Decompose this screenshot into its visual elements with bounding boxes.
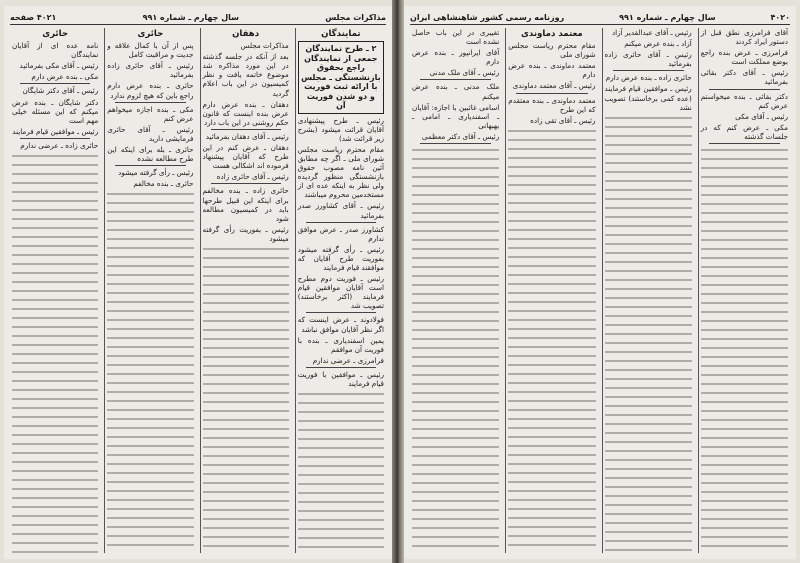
article-paragraph: حائری زاده ـ بنده عرض دارم <box>605 73 692 83</box>
right-page-columns <box>410 28 790 553</box>
section-divider <box>306 222 376 223</box>
section-divider <box>709 89 780 90</box>
article-paragraph: رئیس ـ آقای حائری زاده <box>216 172 289 182</box>
dense-text-lines <box>412 146 499 553</box>
article-paragraph: رئیس ـ آقای دکتر معظمی <box>421 131 500 141</box>
article-paragraph: نامه عده ای از آقایان نمایندگان <box>12 41 99 60</box>
article-paragraph: رئیس ـ آقای مکی <box>735 111 788 121</box>
dense-text-lines <box>701 146 788 553</box>
article-paragraph: رئیس ـ فوریت دوم مطرح است آقایان موافقین قیام فرمایند (اکثر برخاستند) تصویب شد <box>297 274 384 311</box>
left-page-column <box>10 28 100 553</box>
book-gutter <box>392 0 404 563</box>
article-paragraph: رئیس ـ موافقین قیام فرمایند (عده کمی برخاستند) تصویب نشد <box>604 84 692 112</box>
article-paragraph: مکی ـ بنده عرض دارم <box>31 72 99 82</box>
article-paragraph: رئیس ـ طرح پیشنهادی آقایان قرائت میشود (بشرح زیر قرائت شد) <box>297 115 384 143</box>
right-page-number: ۴۰۲۰ <box>770 12 790 22</box>
left-page-header <box>10 10 386 25</box>
article-paragraph: حائری زاده ـ بنده مخالفم برای اینکه این قبیل طرحها باید در کمیسیون مطالعه شود <box>202 186 289 223</box>
article-paragraph: رئیس ـ بفوریت رأی گرفته میشود <box>202 224 289 243</box>
section-divider <box>306 367 376 368</box>
article-paragraph: اسامی غائبین با اجازه: آقایان ـ اسفندیاری ـ امامی ـ بهبهانی <box>412 102 500 130</box>
right-page-column <box>410 28 501 553</box>
right-page <box>404 6 796 559</box>
dense-text-lines <box>508 127 595 553</box>
article-paragraph: حائری زاده ـ عرضی ندارم <box>20 140 99 150</box>
right-page-column <box>602 28 694 553</box>
article-paragraph: آقای ایرانپور ـ بنده عرض دارم <box>412 48 500 67</box>
column-heading: دهقان <box>232 29 260 39</box>
section-divider <box>211 183 281 184</box>
article-paragraph: رئیس ـ رأی گرفته میشود بفوریت طرح آقایان که موافقند قیام فرمایند <box>297 244 384 272</box>
article-paragraph: رئیس ـ آقای حائری زاده بفرمائید <box>107 61 194 80</box>
article-paragraph: بعد از آنکه در جلسه گذشته در این مورد مذاکره شد موضوع خاتمه یافت و نظر کمیسیون در این باب اعلام گردید <box>202 52 289 98</box>
column-heading: معتمد دماوندی <box>520 29 583 39</box>
article-paragraph: دکتر شایگان ـ بنده عرض میکنم که این مسئله خیلی مهم است <box>12 97 99 125</box>
article-paragraph: رئیس ـ رأی گرفته میشود <box>118 168 194 178</box>
article-paragraph: رئیس ـ موافقین با فوریت قیام فرمایند <box>297 369 384 389</box>
article-paragraph: دکتر بقائی ـ بنده میخواستم عرض کنم <box>700 91 788 110</box>
article-paragraph: فرامرزی ـ عرضی ندارم <box>312 355 384 365</box>
left-page-column <box>104 28 195 553</box>
right-page-title: روزنامه رسمی کشور شاهنشاهی ایران <box>410 12 565 22</box>
article-paragraph: معتمد دماوندی ـ بنده عرض دارم <box>508 61 596 80</box>
left-page-section: مذاکرات مجلس <box>325 12 386 22</box>
article-paragraph: فرامرزی ـ عرض بنده راجع بوضع مملکت است <box>700 48 788 67</box>
left-page-column <box>295 28 386 553</box>
article-paragraph: حائری ـ بله برای اینکه این طرح مطالعه نشده <box>107 145 194 164</box>
column-heading: حائری <box>137 29 164 39</box>
article-paragraph: رئیس ـ آقای معتمد دماوندی <box>512 81 596 91</box>
article-paragraph: حائری ـ بنده عرض دارم راجع باین که هیچ لزوم ندارد <box>107 81 194 100</box>
article-paragraph: رئیس ـ آقای ملک مدنی <box>429 68 500 78</box>
boxed-agenda-item: ۲ ـ طرح نمایندگان جمعی از نمایندگان راجع بحقوق بازنشستگی ـ مجلس با ارائه ثبت فوریت و دو شدن فوریت آن <box>298 41 384 114</box>
left-page-issue: سال چهارم ـ شماره ۹۹۱ <box>142 12 240 22</box>
article-paragraph: مکی ـ عرض کنم که در جلسات گذشته <box>700 122 788 141</box>
left-page <box>4 6 392 559</box>
article-paragraph: رئیس ـ آقای حائری زاده بفرمائید <box>604 50 692 69</box>
article-paragraph: رئیس ـ آقای دهقان بفرمائید <box>205 131 289 141</box>
right-page-issue: سال چهارم ـ شماره ۹۹۱ <box>619 12 716 22</box>
section-divider <box>115 102 185 103</box>
left-page-columns <box>10 28 386 553</box>
article-paragraph: مقام محترم ریاست مجلس شورای ملی ـ اگر چه مطابق آئین نامه مصوب حقوق بازنشستگی منظور گردیده ولی نظر به اینکه عده ای از مستخدمین محروم میباشند <box>297 144 384 200</box>
article-paragraph: رئیس ـ آقای دکتر شایگان <box>22 86 99 96</box>
article-paragraph: رئیس ـ آقای عبدالقدیر آزاد <box>611 28 692 37</box>
right-page-header <box>410 10 790 25</box>
dense-text-lines <box>298 390 384 553</box>
article-paragraph: دهقان ـ عرض کنم در این طرح که آقایان پیشنهاد فرموده اند اشکالی هست <box>202 143 289 171</box>
column-heading: تمایندگان <box>321 29 361 39</box>
article-paragraph: آقای فرامرزی نطق قبل از دستور ایراد کردند <box>700 28 788 47</box>
article-paragraph: رئیس ـ آقای حائری فرمایشی دارید <box>107 124 194 143</box>
section-divider <box>20 83 90 84</box>
article-paragraph: مذاکرات مجلس <box>240 41 289 51</box>
article-paragraph: فولادوند ـ عرض اینست که اگر نظر آقایان موافق نباشد <box>297 315 384 334</box>
article-paragraph: حائری ـ بنده مخالفم <box>133 179 194 189</box>
article-paragraph: تغییری در این باب حاصل نشده است <box>412 28 500 47</box>
section-divider <box>613 70 684 71</box>
left-page-column <box>200 28 291 553</box>
section-divider <box>420 143 491 144</box>
right-page-column <box>698 28 790 553</box>
article-paragraph: یمین اسفندیاری ـ بنده با فوریت آن موافقم <box>297 335 384 354</box>
article-paragraph: پس از آن با کمال علاقه و جدیت و مراقبت کامل <box>107 41 194 60</box>
article-paragraph: معتمد دماوندی ـ بنده معتقدم که این طرح <box>508 95 596 114</box>
article-paragraph: رئیس ـ موافقین قیام فرمایند <box>12 126 99 136</box>
article-paragraph: رئیس ـ آقای مکی بفرمائید <box>19 61 99 71</box>
section-divider <box>306 312 376 313</box>
article-paragraph: رئیس ـ آقای دکتر بقائی بفرمائید <box>700 68 788 87</box>
article-paragraph: رئیس ـ آقای تقی زاده <box>530 115 596 125</box>
section-divider <box>516 93 587 94</box>
right-page-column <box>505 28 597 553</box>
article-paragraph: مقام محترم ریاست مجلس شورای ملی <box>508 41 596 60</box>
section-divider <box>20 138 90 139</box>
left-page-number: ۴۰۲۱ صفحه <box>10 12 57 22</box>
dense-text-lines <box>107 190 193 553</box>
article-paragraph: آزاد ـ بنده عرض میکنم <box>624 39 692 49</box>
article-paragraph: رئیس ـ آقای کشاورز صدر بفرمائید <box>297 201 384 220</box>
dense-text-lines <box>605 114 692 553</box>
section-divider <box>115 165 185 166</box>
article-paragraph: دهقان ـ بنده عرض دارم عرض بنده اینست که قانون حکم روشنی در این باب دارد <box>202 99 289 127</box>
dense-text-lines <box>203 245 289 553</box>
dense-text-lines <box>12 152 98 553</box>
section-divider <box>420 79 491 80</box>
article-paragraph: کشاورز صدر ـ عرض موافق ندارم <box>297 224 384 243</box>
article-paragraph: مکی ـ بنده اجازه میخواهم عرض کنم <box>107 104 194 123</box>
article-paragraph: ملک مدنی ـ بنده عرض میکنم <box>412 82 500 101</box>
section-divider <box>709 143 780 144</box>
column-heading: حائری <box>42 29 69 39</box>
section-divider <box>211 129 281 130</box>
